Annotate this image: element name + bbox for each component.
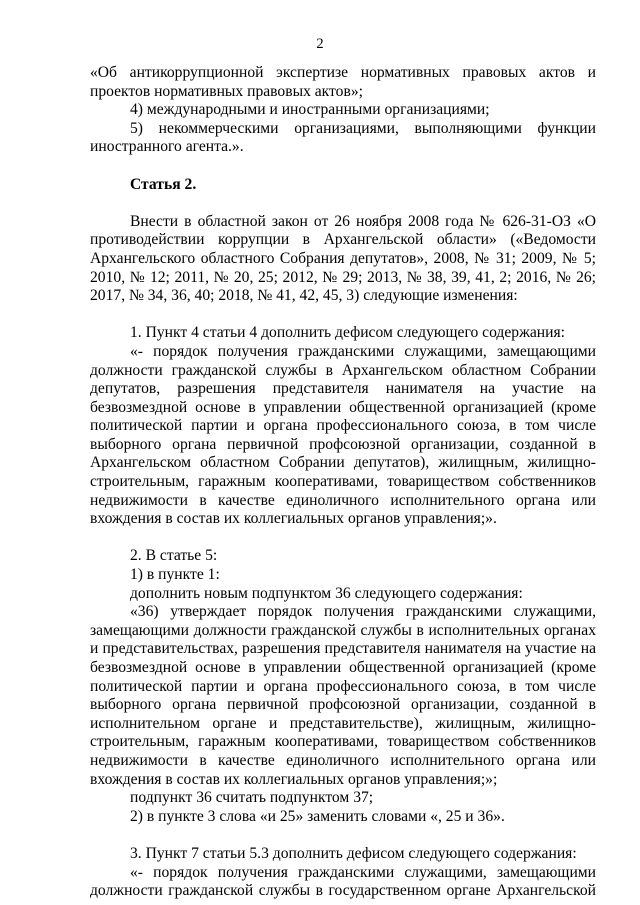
list-item-5: 5) некоммерческими организациями, выполняющими функции иностранного агента.». [90, 119, 596, 156]
list-item-4: 4) международными и иностранными организациями; [130, 101, 490, 119]
change-1-text: «- порядок получения гражданскими служащими, замещающими должности гражданской службы в Архангельском областном Собрании депутатов, разрешения представителя нанимателя на участие на безвозмездной основе в управлении общественной организацией (кроме политической партии и органа профессионального союза, в том числе выборного органа первичной профсоюзной организации, созданной в Архангельском областном Собрании депутатов), жилищным, жилищно-строительным, гаражным кооперативами, товариществом собственников недвижимости в качестве единоличного исполнительного органа или вхождения в состав их коллегиальных органов управления;». [90, 342, 596, 528]
change-2-add: дополнить новым подпунктом 36 следующего содержания: [130, 584, 523, 602]
change-3-text: «- порядок получения гражданскими служащими, замещающими должности гражданской службы в государственном органе Архангельской [90, 863, 596, 900]
change-2-title: 2. В статье 5: [130, 547, 218, 565]
article-heading: Статья 2. [130, 175, 197, 193]
change-1-title: 1. Пункт 4 статьи 4 дополнить дефисом следующего содержания: [130, 324, 565, 342]
article-intro: Внести в областной закон от 26 ноября 2008 года № 626-31-ОЗ «О противодействии коррупции в Архангельской области» («Ведомости Архангельского областного Собрания депутатов», 2008, № 31; 2009, № 5; 2010, № 12; 2011, № 20, 25; 2012, № 29; 2013, № 38, 39, 41, 2; 2016, № 26; 2017, № 34, 36, 40; 2018, № 41, 42, 45, 3) следующие изменения: [90, 212, 596, 305]
page-number: 2 [316, 36, 324, 52]
change-2-subitem-2: 2) в пункте 3 слова «и 25» заменить словами «, 25 и 36». [130, 807, 505, 825]
change-2-renumber: подпункт 36 считать подпунктом 37; [130, 789, 374, 807]
change-2-text: «36) утверждает порядок получения гражданскими служащими, замещающими должности гражданской службы в исполнительных органах и представительствах, разрешения представителя нанимателя на участие на безвозмездной основе в управлении общественной организацией (кроме политической партии и органа профессионального союза, в том числе выборного органа первичной профсоюзной организации, созданной в исполнительном органе и представительстве), жилищным, жилищно-строительным, гаражным кооперативами, товариществом собственников недвижимости в качестве единоличного исполнительного органа или вхождения в состав их коллегиальных органов управления;»; [90, 603, 596, 788]
change-3-title: 3. Пункт 7 статьи 5.3 дополнить дефисом следующего содержания: [130, 844, 577, 862]
change-2-subitem-1: 1) в пункте 1: [130, 566, 220, 584]
paragraph-law-title: «Об антикоррупционной экспертизе нормативных правовых актов и проектов нормативных правовых актов»; [90, 64, 596, 100]
document-body [90, 64, 596, 901]
